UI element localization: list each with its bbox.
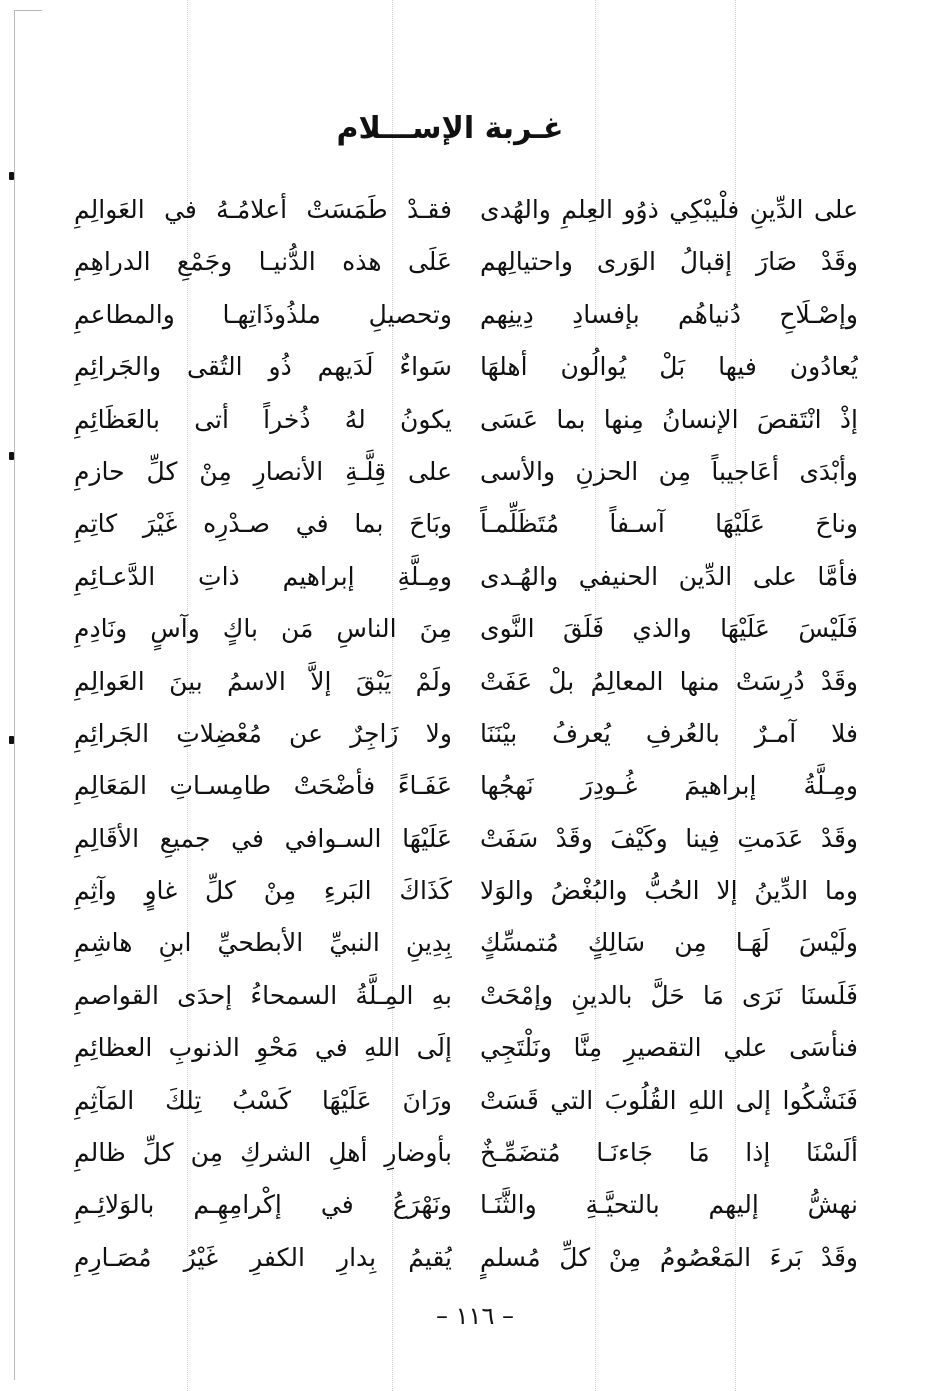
verse-first-half: ومِـلَّةُ إبراهيمَ غُـودِرَ نَهجُها [480,771,858,801]
verse-second-half: بهِ المِـلَّةُ السمحاءُ إحدَى القواصمِ [74,980,452,1010]
verse-second-half: ولا زَاجِرٌ عن مُعْضِلاتِ الجَرائِمِ [74,718,452,748]
verse-second-half: يكونُ لهُ ذُخراً أتى بالعَظَائِمِ [74,404,452,434]
verse-first-half: فَلَسنَا نَرَى مَا حَلَّ بالدينِ وإمْحَتْ [480,980,858,1010]
verse-second-half: إلَى اللهِ في مَحْوِ الذنوبِ العظائِمِ [74,1033,452,1063]
verse-first-halves [480,184,858,1284]
verse-first-half: وقَدْ عَدَمتِ فِينا وكَيْفَ وقَدْ سَفَتْ [480,823,858,853]
verse-second-half: ورَانَ عَلَيْهَا كَسْبُ تِلكَ المَآثِمِ [74,1085,452,1115]
verse-first-half: يُعادُون فيها بَلْ يُوالُون أهلهَا [480,352,858,382]
page-edge-rule [14,10,15,1380]
verse-second-half: كَذَاكَ البَرءِ مِنْ كلِّ غاوٍ وآثِمِ [74,876,452,906]
verse-first-half: ولَيْسَ لَهَـا مِن سَالِكٍ مُتمسِّكٍ [480,928,858,958]
page-edge-rule-top [14,10,42,11]
verse-first-half: وناحَ عَلَيْهَا آسـفاً مُتَظَلِّمـاً [480,509,858,539]
verse-first-half: ألَسْنَا إذا مَا جَاءنَـا مُتضَمِّـخٌ [480,1138,858,1168]
verse-first-half: فَلَيْسَ عَلَيْهَا والذي فَلَقَ النَّوى [480,614,858,644]
verse-first-half: فلا آمـرٌ بالعُرفِ يُعرفُ بيْنَنَا [480,718,858,748]
verse-second-half: بأوضارِ أهلِ الشركِ مِن كلِّ ظالمِ [74,1138,452,1168]
verse-first-half: على الدِّينِ فلْيبْكِي ذوُو العِلمِ والهُدى [480,195,858,224]
verse-first-half: إذْ انْتَقصَ الإنسانُ مِنها بما عَسَى [480,404,858,434]
verse-first-half: وقَدْ صَارَ إقبالُ الوَرى واحتيالِهم [480,247,858,277]
verse-second-half: عَلَى هذه الدُّنيـا وجَمْعِ الدراهِمِ [74,247,452,277]
margin-mark [9,172,14,180]
verse-second-half: عَلَيْهَا السـوافي في جميعِ الأقَالِمِ [74,823,452,853]
verse-second-half: بِدِينِ النبيِّ الأبطحيِّ ابنِ هاشِمِ [74,928,452,958]
verse-second-half: على قِلَّـةِ الأنصارِ مِنْ كلِّ حازمِ [74,456,452,486]
verse-second-half: مِنَ الناسِ مَن باكٍ وآسٍ ونَادِمِ [74,614,452,644]
verse-first-half: فَنَشْكُوا إلى اللهِ القُلُوبَ التي قَسَتْ [480,1085,858,1115]
margin-mark [9,736,14,744]
verse-second-half: وبَاحَ بما في صـدْرِه غَيْرَ كاتِمِ [74,509,452,539]
verse-first-half: وقَدْ دُرِسَتْ منها المعالِمُ بلْ عَفَتْ [480,666,858,696]
verse-first-half: وقَدْ بَرءَ المَعْصُومُ مِنْ كلِّ مُسلمٍ [480,1242,858,1272]
verse-second-half: سَواءٌ لَدَيهم ذُو التُقى والجَرائِمِ [74,352,452,382]
verse-second-half: عَفَـاءً فأضْحَتْ طامِسـاتِ المَعَالِمِ [74,771,452,801]
page-number: – ١١٦ – [436,1302,514,1330]
verse-first-half: فنأسَى علي التقصيرِ مِنَّا ونَلْتَجِي [480,1033,858,1063]
verse-second-half: ولَمْ يَبْقَ إلاَّ الاسمُ بينَ العَوالِمِ [74,666,452,696]
verse-first-half: وأبْدَى أعَاجيباً مِن الحزنِ والأسى [480,456,858,486]
verse-first-half: فأمَّا على الدِّين الحنيفي والهُـدى [480,561,858,591]
page-title: غـربة الإســـلام [336,111,564,146]
verse-second-half: ومِـلَّةِ إبراهيم ذاتِ الدَّعـائِمِ [74,561,452,591]
verse-second-half: وتحصيلِ ملذُوذَاتِهـا والمطاعمِ [74,299,452,329]
margin-mark [9,452,14,460]
verse-first-half: نهشُّ إليهم بالتحيَّـةِ والثَّنَـا [480,1190,858,1220]
verse-first-half: وما الدِّينُ إلا الحُبُّ والبُغْضُ والوَلا [480,876,858,906]
verse-second-half: فقـدْ طَمَسَتْ أعلامُـهُ في العَوالِمِ [74,195,452,224]
verse-second-half: ونَهْرَعُ في إكْرامِهِـم بالوَلائِـمِ [74,1190,452,1220]
verse-second-halves [74,184,452,1284]
verse-second-half: يُقيمُ بِدارِ الكفرِ غَيْرُ مُصَـارِمِ [74,1242,452,1272]
verse-first-half: وإصْـلَاحِ دُنياهُم بإفسادِ دِينِهم [480,299,858,329]
